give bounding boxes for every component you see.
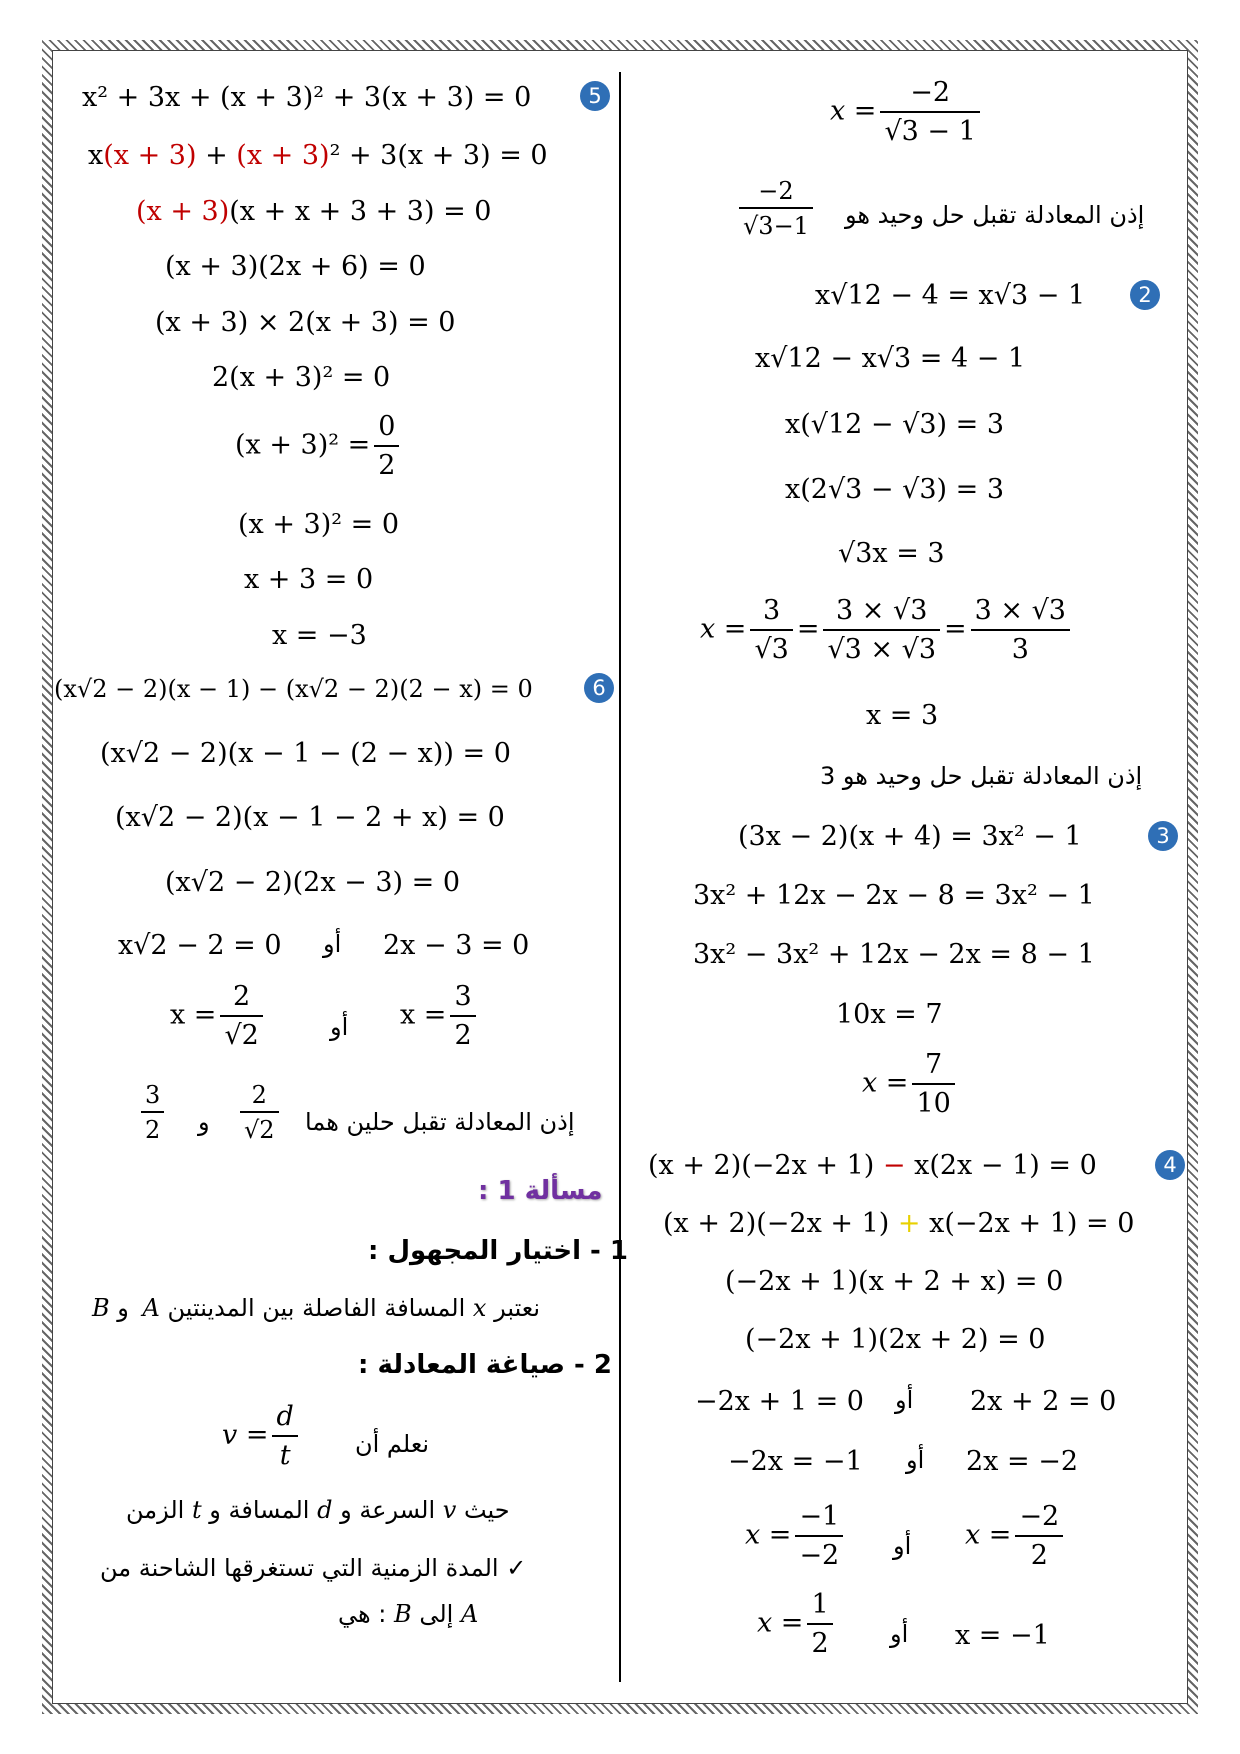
eq3-line5: x = $\frac{7}{10}$	[862, 1050, 959, 1118]
eq4-line5a: −2x + 1 = 0	[695, 1386, 864, 1417]
eq4-line8b: x = −1	[955, 1620, 1050, 1651]
exercise-badge-3: 3	[1148, 821, 1178, 851]
exercise-badge-4: 4	[1155, 1150, 1185, 1180]
or-word: أو	[323, 930, 342, 958]
we-know-text: نعلم أن	[355, 1430, 430, 1458]
or-word: أو	[330, 1013, 349, 1041]
eq1-result: x = $\frac{-2}{√3 - 1}$	[830, 78, 984, 146]
or-word: أو	[906, 1446, 925, 1474]
exercise-badge-6: 6	[584, 673, 614, 703]
eq5-line4: (x + 3)(2x + 6) = 0	[165, 251, 426, 282]
eq2-line1: x√12 − 4 = x√3 − 1	[815, 280, 1086, 311]
eq2-line5: √3x = 3	[838, 538, 945, 569]
eq5-line8: (x + 3)² = 0	[238, 509, 400, 540]
eq3-line1: (3x − 2)(x + 4) = 3x² − 1	[738, 821, 1082, 852]
definitions-text: الزمن t المسافة و d السرعة و v حيث	[126, 1496, 510, 1524]
or-word: أو	[895, 1386, 914, 1414]
problem-title: مسألة 1 :	[478, 1176, 603, 1206]
eq5-line10: x = −3	[272, 620, 367, 651]
velocity-formula: v = $\frac{d}{t}$	[222, 1402, 302, 1470]
eq3-line3: 3x² − 3x² + 12x − 2x = 8 − 1	[693, 939, 1095, 970]
column-divider	[619, 72, 621, 1682]
check-line2: هي : B إلى A	[338, 1600, 479, 1628]
eq6-line4: (x√2 − 2)(2x − 3) = 0	[165, 867, 461, 898]
eq6-line5b: 2x − 3 = 0	[383, 930, 530, 961]
exercise-badge-2: 2	[1130, 280, 1160, 310]
eq6-line2: (x√2 − 2)(x − 1 − (2 − x)) = 0	[100, 738, 511, 769]
check-line1: ✓ المدة الزمنية التي تستغرقها الشاحنة من	[100, 1554, 527, 1582]
and-word: و	[198, 1108, 210, 1136]
eq2-line4: x(2√3 − √3) = 3	[785, 474, 1004, 505]
eq6-line5a: x√2 − 2 = 0	[118, 930, 282, 961]
eq5-line2: x(x + 3) + (x + 3)² + 3(x + 3) = 0	[88, 140, 548, 171]
eq5-line7: (x + 3)² = $\frac{0}{2}$	[235, 412, 403, 480]
eq4-line8a: x = $\frac{1}{2}$	[757, 1590, 837, 1658]
eq2-line3: x(√12 − √3) = 3	[785, 409, 1004, 440]
step1-heading: 1 - اختيار المجهول :	[368, 1236, 628, 1266]
eq4-line6b: 2x = −2	[966, 1446, 1078, 1477]
exercise-badge-5: 5	[580, 81, 610, 111]
or-word: أو	[893, 1532, 912, 1560]
eq3-line4: 10x = 7	[836, 999, 943, 1030]
solution6-frac2: $\frac{3}{2}$	[137, 1082, 168, 1144]
eq4-line7b: x = $\frac{-2}{2}$	[965, 1502, 1067, 1570]
eq5-line9: x + 3 = 0	[244, 564, 374, 595]
solution6-frac1: $\frac{2}{√2}$	[236, 1082, 283, 1144]
eq4-line5b: 2x + 2 = 0	[970, 1386, 1117, 1417]
or-word: أو	[890, 1620, 909, 1648]
eq5-line5: (x + 3) × 2(x + 3) = 0	[155, 307, 456, 338]
eq4-line7a: x = $\frac{-1}{-2}$	[745, 1502, 847, 1570]
eq6-line6b: x = $\frac{3}{2}$	[400, 982, 480, 1050]
step2-heading: 2 - صياغة المعادلة :	[358, 1350, 612, 1380]
eq4-line6a: −2x = −1	[728, 1446, 863, 1477]
solution1-frac: $\frac{-2}{√3-1}$	[735, 178, 817, 240]
eq2-line7: x = 3	[866, 700, 939, 731]
eq3-line2: 3x² + 12x − 2x − 8 = 3x² − 1	[693, 880, 1095, 911]
eq2-line2: x√12 − x√3 = 4 − 1	[755, 343, 1026, 374]
eq6-line1: (x√2 − 2)(x − 1) − (x√2 − 2)(2 − x) = 0	[54, 675, 533, 703]
eq2-line6: x = $\frac{3}{√3}$ = $\frac{3 \times √3}{√3 \times √3}$ = $\frac{3 \times √3}{3}$	[700, 596, 1074, 664]
solution6-text: إذن المعادلة تقبل حلين هما	[305, 1108, 575, 1136]
eq4-line3: (−2x + 1)(x + 2 + x) = 0	[725, 1266, 1064, 1297]
eq5-line1: x² + 3x + (x + 3)² + 3(x + 3) = 0	[82, 82, 532, 113]
eq4-line2: (x + 2)(−2x + 1) + x(−2x + 1) = 0	[663, 1208, 1135, 1239]
solution1-text: إذن المعادلة تقبل حل وحيد هو	[845, 201, 1145, 229]
eq4-line1: (x + 2)(−2x + 1) − x(2x − 1) = 0	[648, 1150, 1097, 1181]
eq5-line3: (x + 3)(x + x + 3 + 3) = 0	[136, 196, 492, 227]
eq4-line4: (−2x + 1)(2x + 2) = 0	[745, 1324, 1046, 1355]
step1-text: B و A المسافة الفاصلة بين المدينتين x نعتبر	[92, 1294, 541, 1322]
eq6-line3: (x√2 − 2)(x − 1 − 2 + x) = 0	[115, 802, 505, 833]
solution2-text: إذن المعادلة تقبل حل وحيد هو 3	[820, 762, 1143, 790]
eq5-line6: 2(x + 3)² = 0	[212, 362, 391, 393]
eq6-line6a: x = $\frac{2}{√2}$	[170, 982, 267, 1050]
